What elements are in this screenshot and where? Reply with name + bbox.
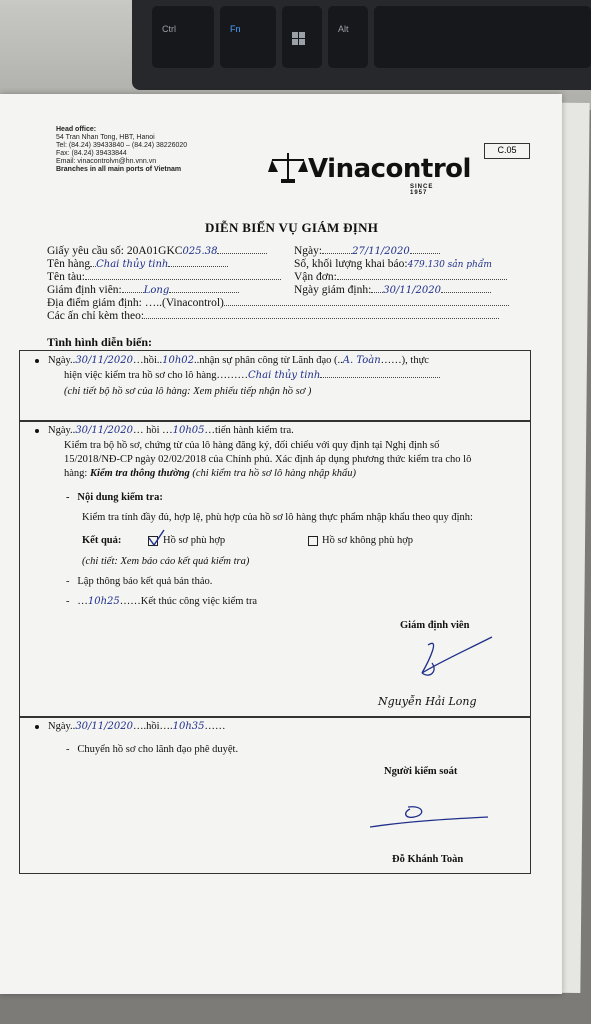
bill-label: Vận đơn: — [294, 271, 337, 283]
result-label: Kết quả: — [82, 535, 122, 546]
checkbox-not-ok[interactable] — [308, 536, 318, 546]
inspection-paragraph-3 — [64, 467, 356, 480]
text: … — [77, 596, 88, 607]
inspection-date-handwritten: 30/11/2020 — [383, 285, 441, 296]
key-alt-label: Alt — [338, 24, 349, 34]
assignment-block — [19, 350, 531, 422]
text: …tiến hành kiểm tra. — [204, 425, 294, 436]
goods-field — [47, 258, 228, 270]
quantity-label: Số, khối lượng khai báo: — [294, 258, 408, 270]
request-number-handwritten: 025.38 — [182, 246, 218, 257]
date-label: Ngày: — [294, 245, 323, 257]
inspection-date-field — [294, 284, 491, 296]
key-space — [374, 6, 591, 68]
inspection-paragraph-1: Kiểm tra bộ hồ sơ, chứng từ của lô hàng đăng ký, đối chiếu với quy định tại Nghị định số — [64, 440, 440, 451]
inspection-line-1 — [48, 424, 294, 437]
head-office-line: Branches in all main ports of Vietnam — [56, 166, 182, 173]
date-handwritten: 30/11/2020 — [75, 425, 133, 436]
inspection-block — [19, 420, 531, 718]
text: Ngày.. — [48, 425, 76, 436]
assignment-line-2 — [64, 369, 440, 382]
text: hàng: — [64, 468, 88, 479]
time-handwritten: 10h02 — [162, 355, 195, 366]
key-alt — [328, 6, 368, 68]
result-detail: (chi tiết: Xem báo cáo kết quả kiểm tra) — [82, 556, 250, 567]
option-ok-label: Hồ sơ phù hợp — [163, 535, 226, 546]
method-note: (chi kiểm tra hồ sơ lô hàng nhập khẩu) — [192, 468, 356, 479]
date-handwritten: 27/11/2020 — [352, 246, 410, 257]
controller-name: Đỗ Khánh Toàn — [392, 854, 464, 865]
text: Ngày.. — [48, 721, 76, 732]
keyboard — [132, 0, 591, 90]
date-handwritten: 30/11/2020 — [75, 721, 133, 732]
text: Ngày.. — [48, 355, 76, 366]
inspector-handwritten: Long — [143, 285, 170, 296]
time-handwritten: 10h05 — [172, 425, 205, 436]
head-office-line: Email: vinacontrolvn@hn.vnn.vn — [56, 158, 157, 165]
text: ..nhận sự phân công từ Lãnh đạo (.. — [194, 355, 343, 366]
document-title: DIỄN BIẾN VỤ GIÁM ĐỊNH — [205, 220, 379, 235]
text: …hồi.. — [132, 355, 163, 366]
goods-handwritten: Chai thủy tinh — [96, 259, 169, 270]
text: ……Kết thúc công việc kiểm tra — [119, 596, 258, 607]
leader-handwritten: A. Toàn — [342, 355, 381, 366]
text: …… — [204, 721, 226, 732]
request-number-field — [47, 245, 267, 257]
head-office-line: Tel: (84.24) 39433840 – (84.24) 38226020 — [56, 142, 188, 149]
inspector-field — [47, 284, 239, 296]
inspector-title: Giám định viên — [400, 620, 470, 631]
key-fn-label: Fn — [230, 24, 241, 34]
date-field — [294, 245, 440, 257]
approval-step: Chuyển hồ sơ cho lãnh đạo phê duyệt. — [77, 744, 239, 755]
assignment-line-3: (chi tiết bộ hồ sơ của lô hàng: Xem phiếu tiếp nhận hồ sơ ) — [64, 386, 312, 397]
step-draft: Lập thông báo kết quả bản thảo. — [77, 576, 213, 587]
goods-handwritten: Chai thủy tinh — [248, 370, 321, 381]
quantity-field — [294, 258, 492, 270]
head-office-line: 54 Tran Nhan Tong, HBT, Hanoi — [56, 134, 155, 141]
form-code: C.05 — [497, 145, 517, 155]
content-title-row: - Nội dung kiểm tra: — [66, 492, 163, 503]
ship-field — [47, 271, 281, 283]
logo-wordmark: Vinacontrol — [308, 154, 471, 184]
text: ……), thực — [380, 355, 429, 366]
head-office-line: Head office: — [56, 126, 97, 133]
date-handwritten: 30/11/2020 — [75, 355, 133, 366]
assignment-line-1 — [48, 354, 429, 367]
logo-since: SINCE 1957 — [410, 184, 434, 196]
goods-label: Tên hàng — [47, 258, 91, 270]
quantity-handwritten: 479.130 sản phẩm — [407, 260, 492, 270]
inspector-signature-name: Nguyễn Hải Long — [378, 695, 477, 708]
controller-title: Người kiểm soát — [384, 766, 458, 777]
request-label: Giấy yêu cầu số: 20A01GKC — [47, 245, 183, 257]
content-title: Nội dung kiểm tra: — [77, 492, 163, 503]
key-windows — [282, 6, 322, 68]
option-not-ok-label: Hồ sơ không phù hợp — [322, 535, 414, 546]
key-ctrl-label: Ctrl — [162, 24, 176, 34]
bill-of-lading-field — [294, 271, 507, 283]
time-handwritten: 10h25 — [87, 596, 120, 607]
approval-line-1 — [48, 720, 226, 733]
head-office-block — [56, 126, 187, 174]
inspection-date-label: Ngày giám định: — [294, 284, 372, 296]
method-text: Kiểm tra thông thường — [89, 468, 190, 479]
inspection-document — [0, 94, 562, 994]
bullet-icon — [35, 725, 39, 729]
form-code-box — [484, 143, 530, 159]
step-draft-row: - Lập thông báo kết quả bản thảo. — [66, 576, 213, 587]
text: ….hồi…. — [132, 721, 173, 732]
time-handwritten: 10h35 — [172, 721, 205, 732]
key-ctrl — [152, 6, 214, 68]
inspection-paragraph-2: 15/2018/NĐ-CP ngày 02/02/2018 của Chính phủ. Xác định áp dụng phương thức kiểm tra cho lô — [64, 454, 472, 465]
step-finish-row: - …10h25……Kết thúc công việc kiểm tra — [66, 596, 258, 607]
approval-block — [19, 716, 531, 874]
bullet-icon — [35, 429, 39, 433]
bullet-icon — [35, 359, 39, 363]
head-office-line: Fax: (84.24) 39433844 — [56, 150, 127, 157]
inspector-signature — [400, 633, 500, 683]
attachments-label: Các ấn chỉ kèm theo: — [47, 310, 145, 322]
windows-logo-icon — [292, 32, 306, 46]
key-fn — [220, 6, 276, 68]
place-label: Địa điểm giám định: …..(Vinacontrol) — [47, 297, 224, 309]
inspector-label: Giám định viên: — [47, 284, 122, 296]
controller-signature — [370, 803, 490, 833]
attachments-field — [47, 310, 499, 322]
place-field — [47, 297, 509, 309]
approval-step-row: - Chuyển hồ sơ cho lãnh đạo phê duyệt. — [66, 744, 239, 755]
text: hiện việc kiểm tra hồ sơ cho lô hàng……… — [64, 370, 249, 381]
section-title: Tình hình diễn biến: — [47, 335, 153, 349]
ship-label: Tên tàu: — [47, 271, 85, 283]
text: … hồi … — [132, 425, 173, 436]
scales-logo-icon — [268, 150, 308, 186]
content-text: Kiểm tra tính đầy đủ, hợp lệ, phù hợp của hồ sơ lô hàng thực phẩm nhập khẩu theo quy định: — [82, 512, 473, 523]
